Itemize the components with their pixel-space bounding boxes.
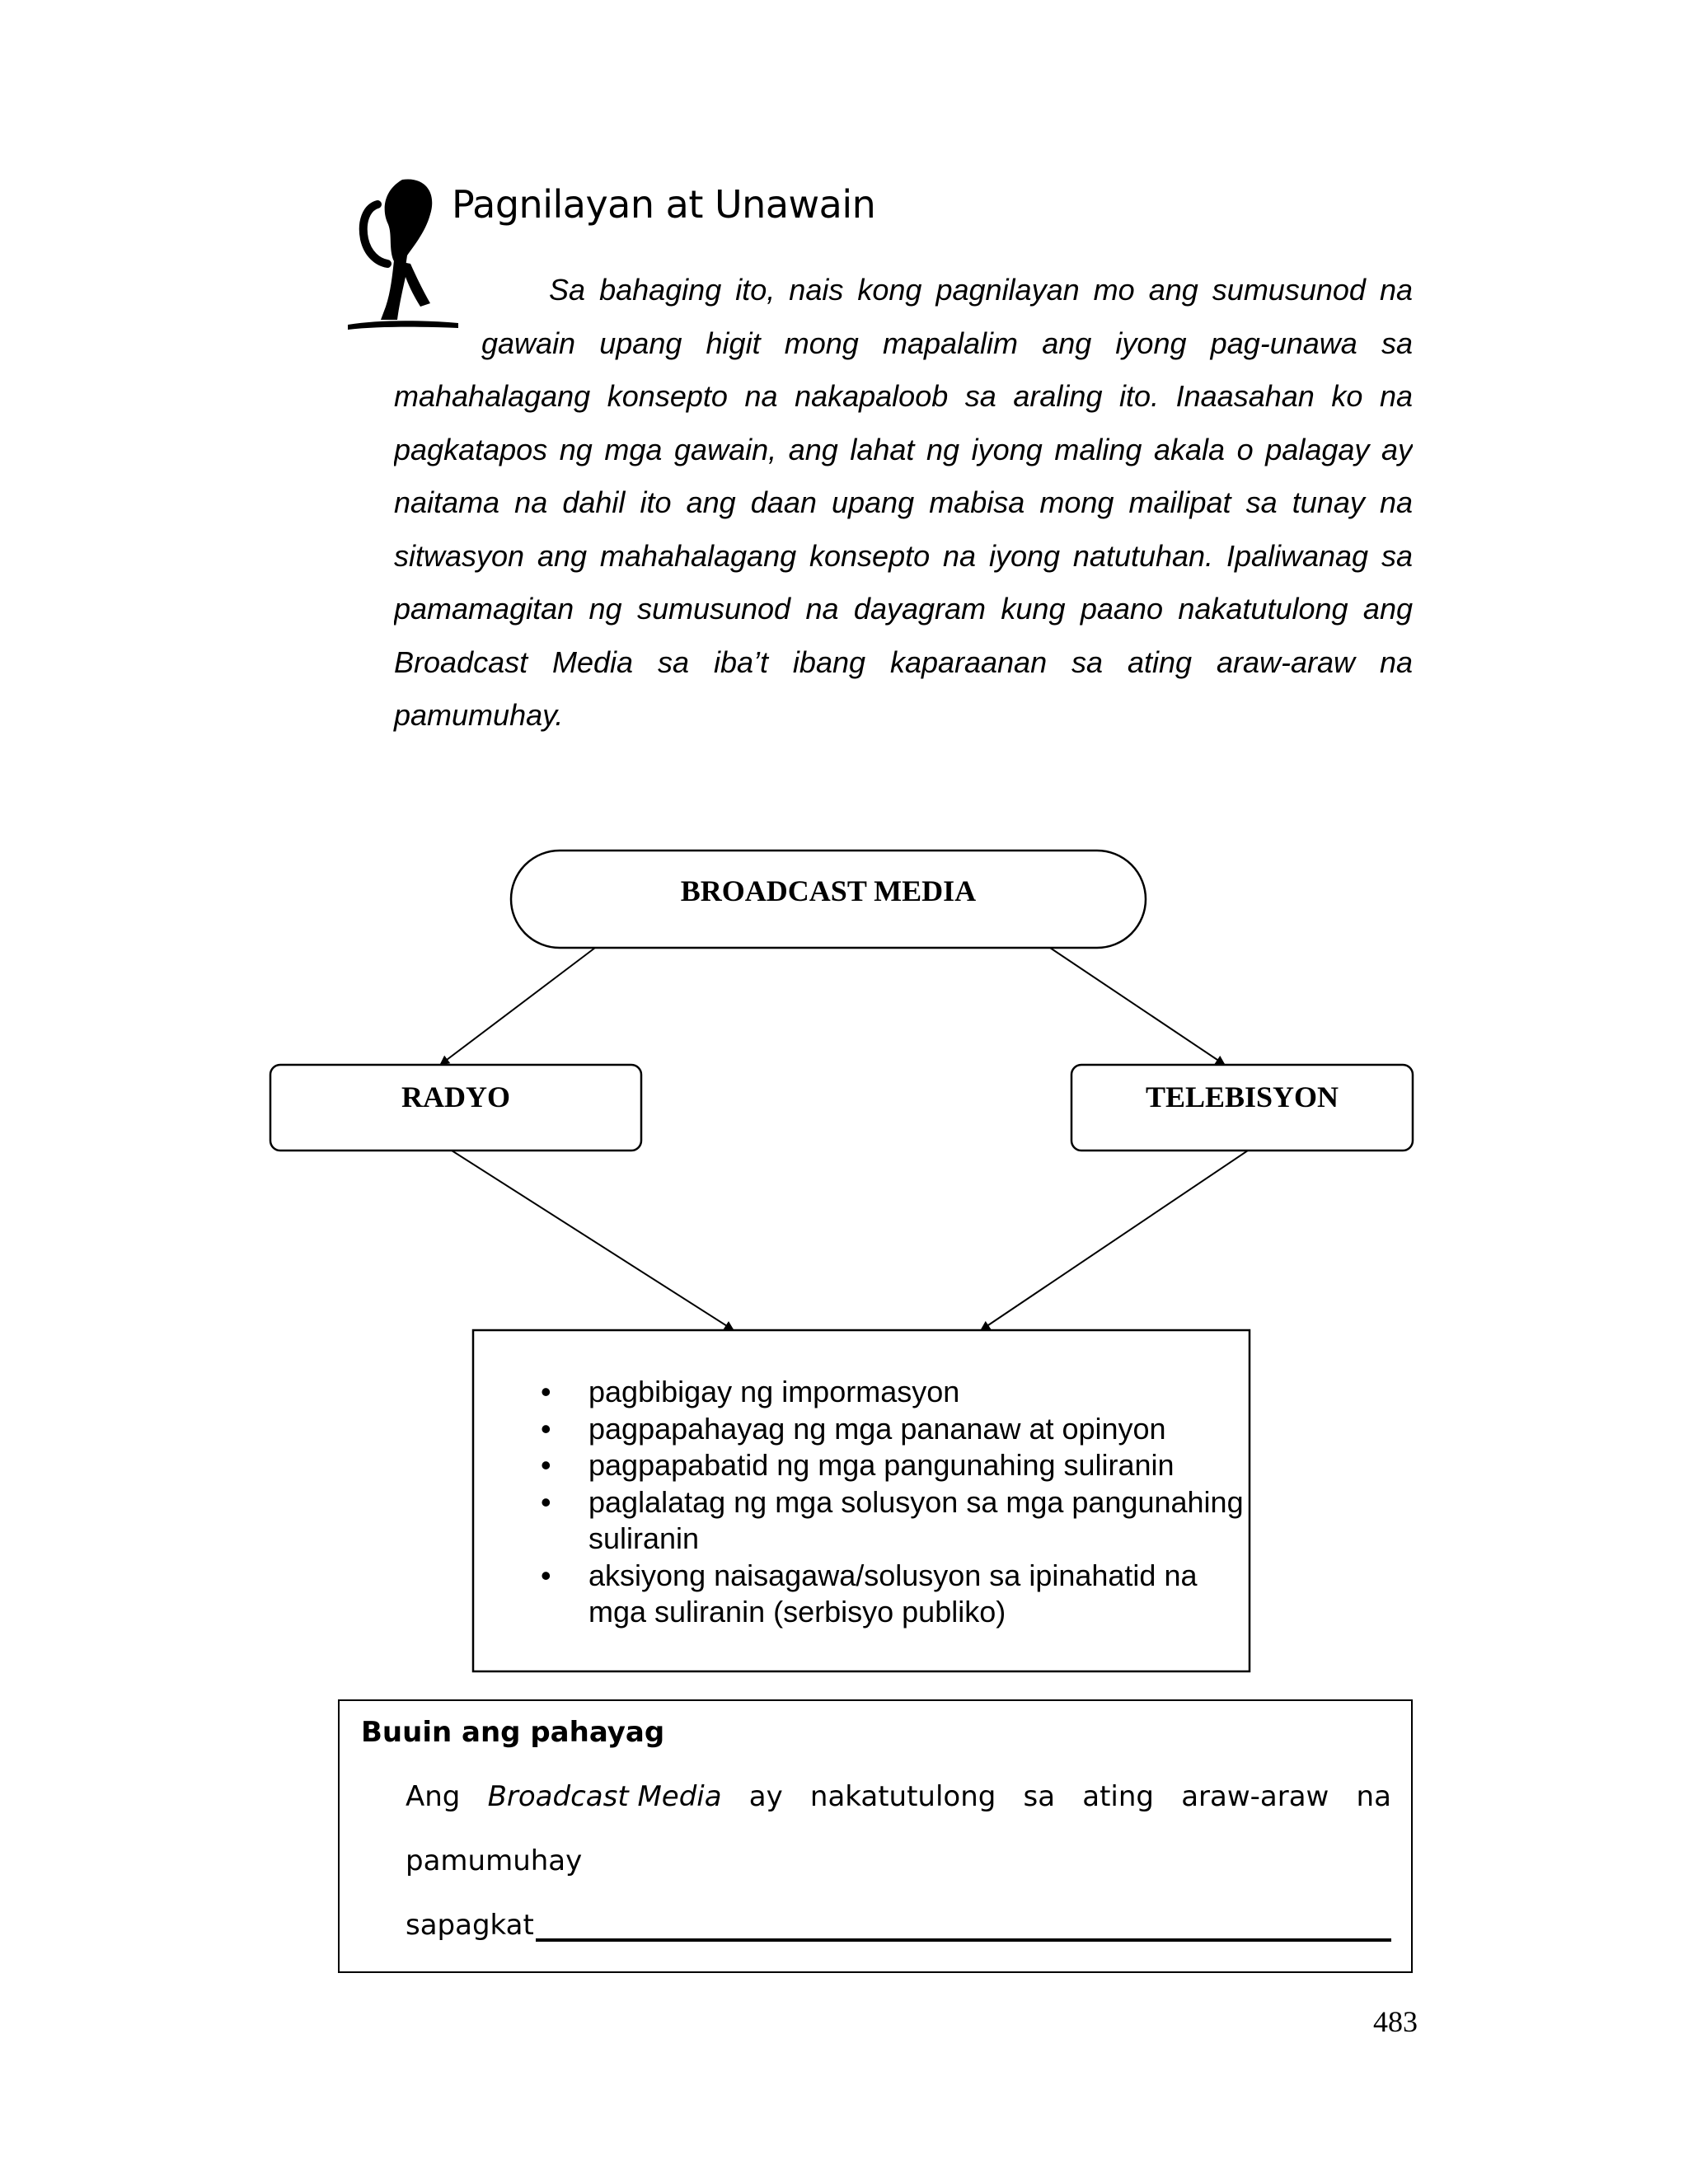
intro-line: pamumuhay. — [394, 698, 564, 732]
sapagkat-label: sapagkat — [406, 1909, 534, 1942]
telebisyon-label: TELEBISYON — [1145, 1080, 1339, 1113]
statement-word-emphasis: Broadcast Media — [487, 1780, 722, 1813]
bullet-icon: • — [541, 1375, 551, 1408]
arrow-broadcast-to-telebisyon — [1050, 948, 1225, 1065]
list-item-text: pagbibigay ng impormasyon — [588, 1375, 960, 1408]
statement-word: nakatutulong — [809, 1780, 996, 1813]
intro-line: pamamagitan ng sumusunod na dayagram kung paano nakatutulong ang — [394, 592, 1413, 626]
statement-heading: Buuin ang pahayag — [361, 1716, 665, 1749]
list-item-text: pagpapabatid ng mga pangunahing suliranin — [588, 1448, 1175, 1482]
intro-line: gawain upang higit mong mapalalim ang iyong pag-unawa sa — [481, 326, 1413, 360]
intro-line: Sa bahaging ito, nais kong pagnilayan mo ang sumusunod na — [549, 273, 1413, 307]
intro-line: naitama na dahil ito ang daan upang mabisa mong mailipat sa tunay na — [394, 485, 1413, 519]
list-item — [541, 1558, 1250, 1631]
page-number: 483 — [1373, 2005, 1418, 2038]
arrow-radyo-to-functions — [452, 1151, 734, 1330]
statement-word: sa — [1023, 1780, 1056, 1813]
intro-paragraph — [394, 264, 1413, 743]
answer-blank[interactable] — [536, 1910, 1391, 1942]
list-item — [541, 1411, 1250, 1448]
intro-line: sitwasyon ang mahahalagang konsepto na iyong natutuhan. Ipaliwanag sa — [394, 538, 1413, 573]
complete-statement-box — [338, 1699, 1413, 1973]
intro-line: mahahalagang konsepto na nakapaloob sa araling ito. Inaasahan ko na — [394, 379, 1413, 413]
list-item-text: pagpapahayag ng mga pananaw at opinyon — [588, 1411, 1166, 1446]
statement-line-1 — [406, 1780, 1391, 1813]
functions-list — [541, 1374, 1250, 1631]
list-item — [541, 1374, 1250, 1411]
statement-word: araw-araw — [1181, 1780, 1329, 1813]
bullet-icon: • — [541, 1448, 551, 1482]
section-title: Pagnilayan at Unawain — [452, 182, 876, 227]
statement-line-2: pamumuhay — [406, 1844, 583, 1877]
arrow-broadcast-to-radyo — [440, 948, 595, 1065]
intro-line: Broadcast Media sa iba’t ibang kaparaanan sa ating araw-araw na — [394, 644, 1413, 679]
list-item — [541, 1447, 1250, 1484]
list-item-text: paglalatag ng mga solusyon sa mga pangunahing suliranin — [588, 1484, 1244, 1555]
list-item — [541, 1484, 1250, 1558]
statement-word: ating — [1082, 1780, 1155, 1813]
bullet-icon: • — [541, 1484, 551, 1519]
bullet-icon: • — [541, 1411, 551, 1446]
statement-word: na — [1356, 1780, 1391, 1813]
bullet-icon: • — [541, 1558, 551, 1592]
arrow-telebisyon-to-functions — [981, 1151, 1248, 1330]
statement-word: Ang — [406, 1780, 461, 1813]
list-item-text: aksiyong naisagawa/solusyon sa ipinahatid na mga suliranin (serbisyo publiko) — [588, 1558, 1198, 1629]
statement-line-3 — [406, 1909, 1391, 1942]
statement-word: ay — [748, 1780, 783, 1813]
intro-line: pagkatapos ng mga gawain, ang lahat ng iyong maling akala o palagay ay — [394, 432, 1413, 466]
broadcast-media-label: BROADCAST MEDIA — [680, 874, 977, 907]
radyo-label: RADYO — [401, 1080, 510, 1113]
